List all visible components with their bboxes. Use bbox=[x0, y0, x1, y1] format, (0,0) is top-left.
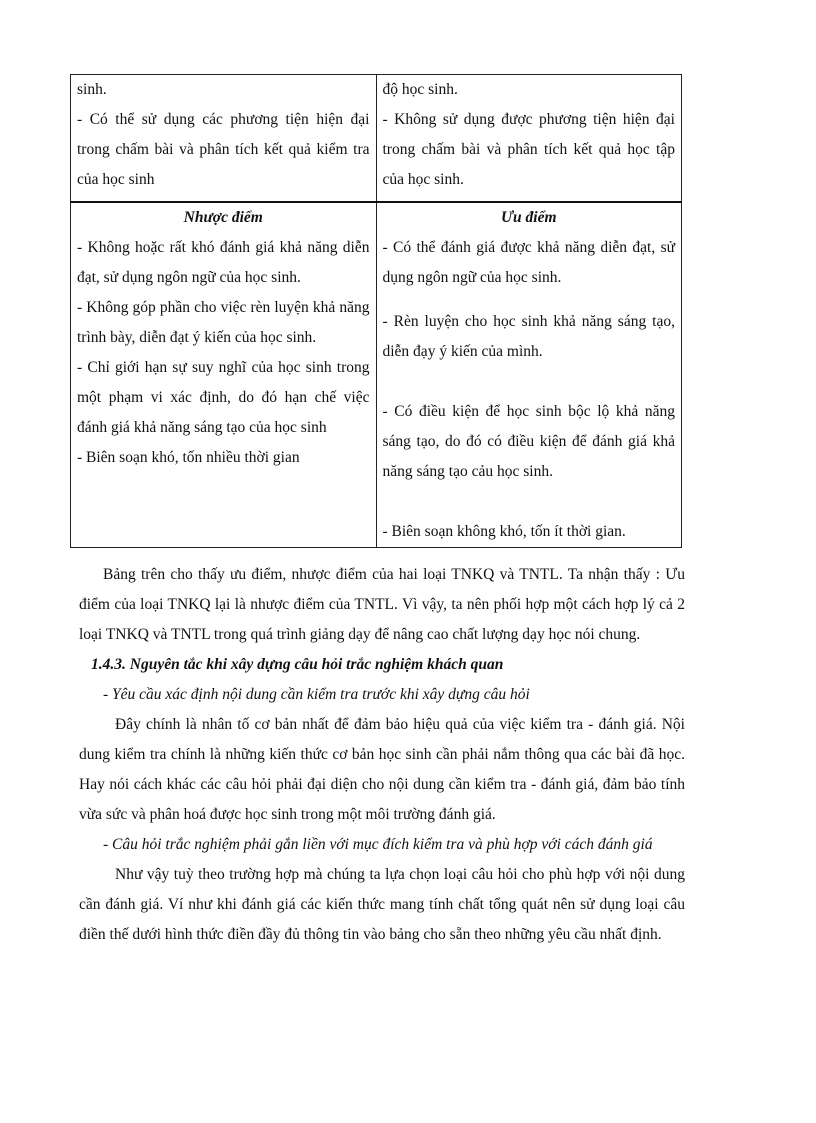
table-text: - Không hoặc rất khó đánh giá khả năng diễn đạt, sử dụng ngôn ngữ của học sinh. bbox=[77, 239, 370, 286]
subheading: - Yêu cầu xác định nội dung cần kiểm tra trước khi xây dựng câu hỏi bbox=[103, 686, 530, 703]
table-text: - Không sử dụng được phương tiện hiện đại trong chấm bài và phân tích kết quả học tập của học sinh. bbox=[382, 111, 675, 188]
table-text: - Có thể sử dụng các phương tiện hiện đại trong chấm bài và phân tích kết quả kiểm tra của học sinh bbox=[77, 111, 370, 188]
spacer bbox=[383, 367, 676, 397]
table-text: sinh. bbox=[77, 81, 107, 98]
table-text: độ học sinh. bbox=[382, 81, 458, 98]
table-cell-right-bottom bbox=[376, 202, 682, 548]
spacer bbox=[383, 487, 676, 517]
table-text: - Có thể đánh giá được khả năng diễn đạt, sử dụng ngôn ngữ của học sinh. bbox=[382, 239, 675, 286]
table-row bbox=[71, 75, 682, 203]
column-header-advantages: Ưu điểm bbox=[501, 209, 557, 226]
paragraph: Bảng trên cho thấy ưu điểm, nhược điểm của hai loại TNKQ và TNTL. Ta nhận thấy : Ưu điểm của loại TNKQ lại là nhược điểm của TNTL. Vì vậy, ta nên phối hợp một cách hợp lý cả 2 loại TNKQ và TNTL trong quá trình giảng dạy để nâng cao chất lượng dạy học nói chung. bbox=[79, 566, 685, 643]
subheading: - Câu hỏi trắc nghiệm phải gắn liền với mục đích kiểm tra và phù hợp với cách đánh giá bbox=[103, 836, 653, 853]
table-text: - Không góp phần cho việc rèn luyện khả năng trình bày, diễn đạt ý kiến của học sinh. bbox=[77, 299, 370, 346]
table-text: - Biên soạn khó, tốn nhiều thời gian bbox=[77, 449, 300, 466]
table-cell-left-top bbox=[71, 75, 377, 203]
table-text: - Rèn luyện cho học sinh khả năng sáng tạo, diễn đạy ý kiến của mình. bbox=[382, 313, 675, 360]
spacer bbox=[383, 293, 676, 307]
table-cell-right-top bbox=[376, 75, 682, 203]
table-text: - Chỉ giới hạn sự suy nghĩ của học sinh trong một phạm vi xác định, do đó hạn chế việc đánh giá khả năng sáng tạo của học sinh bbox=[77, 359, 370, 436]
table-text: - Biên soạn không khó, tốn ít thời gian. bbox=[382, 523, 626, 540]
table-cell-left-bottom bbox=[71, 202, 377, 548]
table-row bbox=[71, 202, 682, 548]
section-heading: 1.4.3. Nguyên tắc khi xây dựng câu hỏi trắc nghiệm khách quan bbox=[91, 656, 504, 673]
document-body bbox=[79, 560, 685, 950]
column-header-disadvantages: Nhược điểm bbox=[183, 209, 263, 226]
paragraph: Đây chính là nhân tố cơ bản nhất để đảm bảo hiệu quả của việc kiểm tra - đánh giá. Nội dung kiểm tra chính là những kiến thức cơ bản học sinh cần phải nắm thông qua các bài đã học. Hay nói cách khác các câu hỏi phải đại diện cho nội dung cần kiểm tra - đánh giá, đảm bảo tính vừa sức và phân hoá được học sinh trong một môi trường đánh giá. bbox=[79, 716, 685, 823]
paragraph: Như vậy tuỳ theo trường hợp mà chúng ta lựa chọn loại câu hỏi cho phù hợp với nội dung cần đánh giá. Ví như khi đánh giá các kiến thức mang tính chất tổng quát nên sử dụng loại câu điền thế dưới hình thức điền đầy đủ thông tin vào bảng cho sẵn theo những yêu cầu nhất định. bbox=[79, 866, 685, 943]
table-text: - Có điều kiện để học sinh bộc lộ khả năng sáng tạo, do đó có điều kiện để đánh giá khả năng sáng tạo cảu học sinh. bbox=[382, 403, 675, 480]
comparison-table bbox=[70, 74, 682, 548]
